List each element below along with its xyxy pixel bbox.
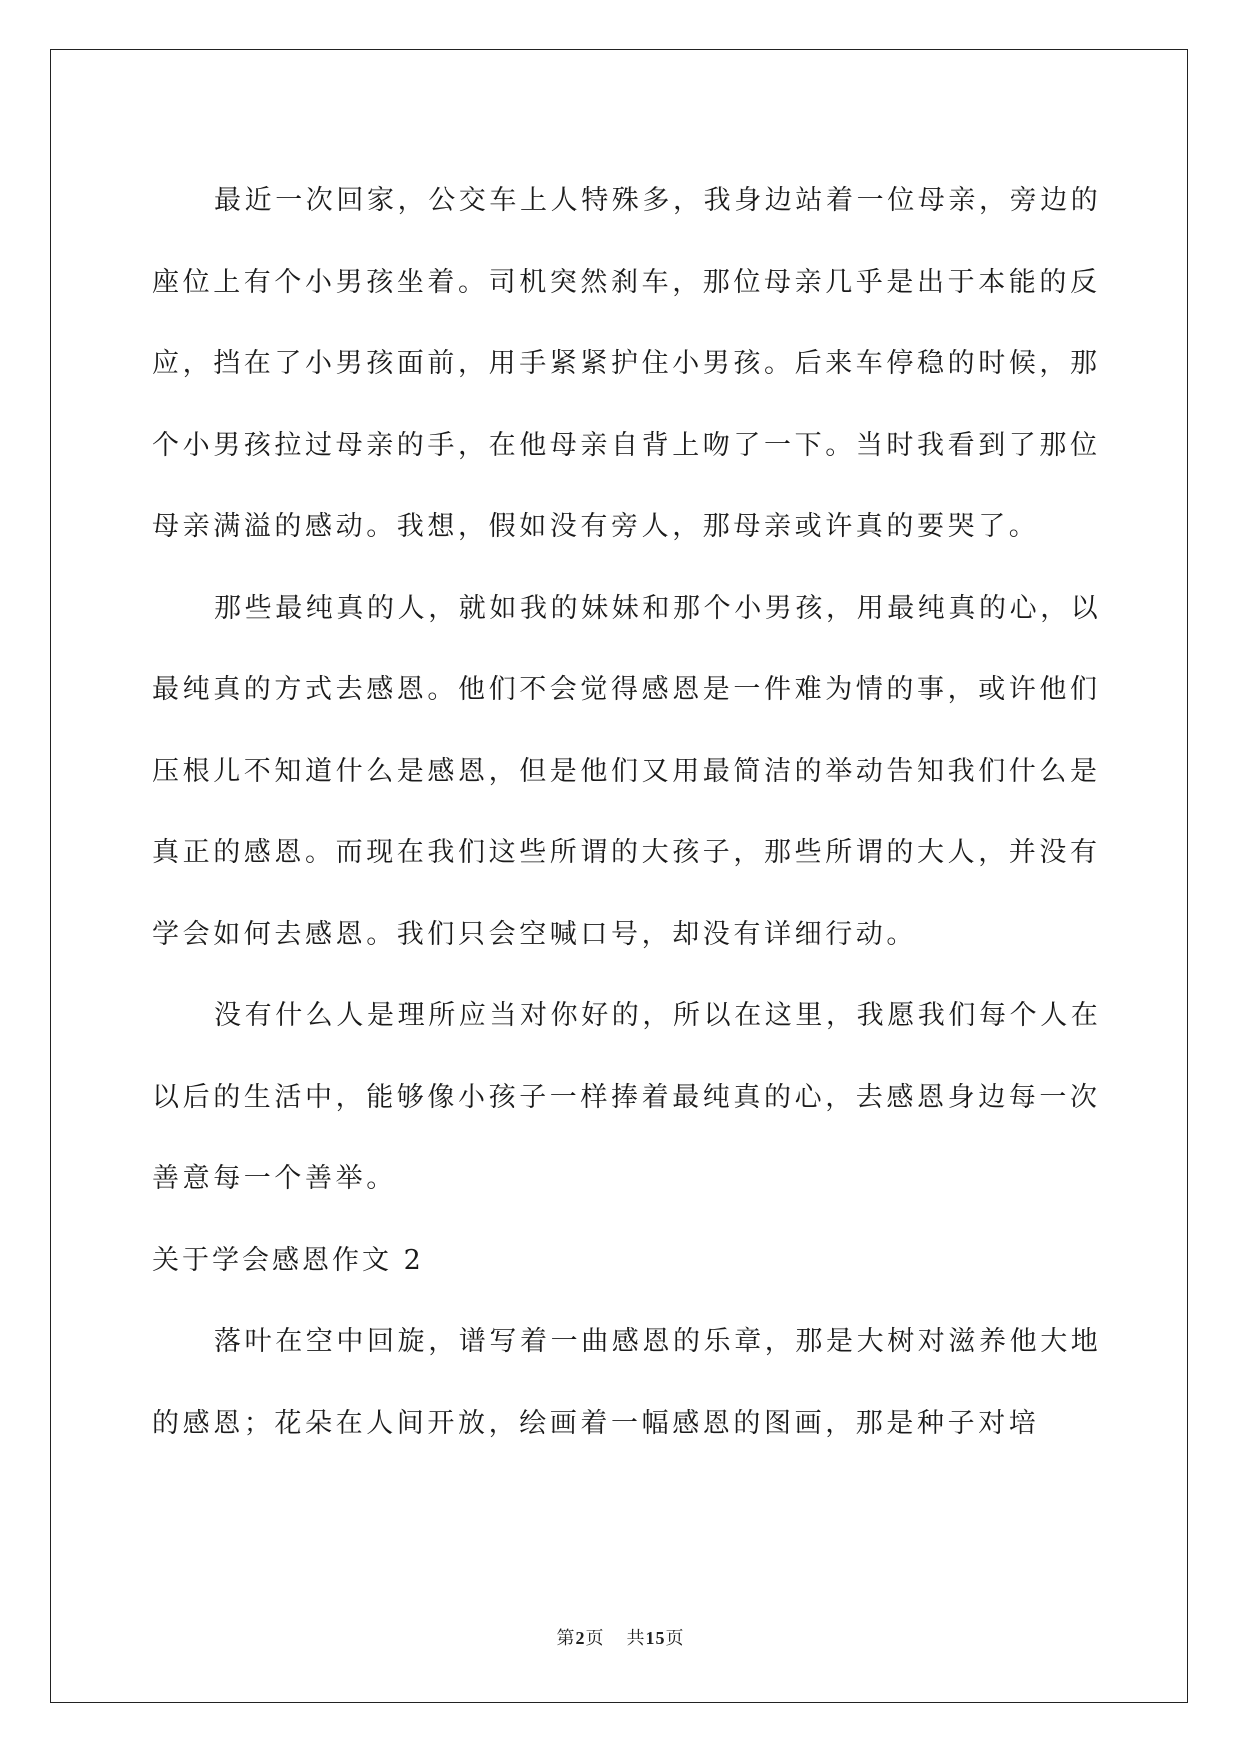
total-prefix: 共 <box>626 1628 646 1649</box>
current-page-number: 2 <box>575 1628 586 1648</box>
page-footer <box>0 1624 1241 1650</box>
section-title: 关于学会感恩作文 2 <box>152 1244 424 1276</box>
paragraph-3: 没有什么人是理所应当对你好的，所以在这里，我愿我们每个人在以后的生活中，能够像小孩子一样捧着最纯真的心，去感恩身边每一次善意每一个善举。 <box>152 1000 1102 1194</box>
paragraph-1: 最近一次回家，公交车上人特殊多，我身边站着一位母亲，旁边的座位上有个小男孩坐着。司机突然刹车，那位母亲几乎是出于本能的反应，挡在了小男孩面前，用手紧紧护住小男孩。后来车停稳的时候，那个小男孩拉过母亲的手，在他母亲自背上吻了一下。当时我看到了那位母亲满溢的感动。我想，假如没有旁人，那母亲或许真的要哭了。 <box>152 185 1102 542</box>
document-body <box>152 160 1102 1464</box>
page-prefix: 第 <box>556 1628 576 1649</box>
page-suffix: 页 <box>585 1628 605 1649</box>
total-suffix: 页 <box>665 1628 685 1649</box>
total-page-number: 15 <box>645 1628 666 1648</box>
paragraph-2: 那些最纯真的人，就如我的妹妹和那个小男孩，用最纯真的心，以最纯真的方式去感恩。他们不会觉得感恩是一件难为情的事，或许他们压根儿不知道什么是感恩，但是他们又用最简洁的举动告知我们什么是真正的感恩。而现在我们这些所谓的大孩子，那些所谓的大人，并没有学会如何去感恩。我们只会空喊口号，却没有详细行动。 <box>152 592 1102 950</box>
section-paragraph: 落叶在空中回旋，谱写着一曲感恩的乐章，那是大树对滋养他大地的感恩；花朵在人间开放，绘画着一幅感恩的图画，那是种子对培 <box>152 1326 1102 1439</box>
